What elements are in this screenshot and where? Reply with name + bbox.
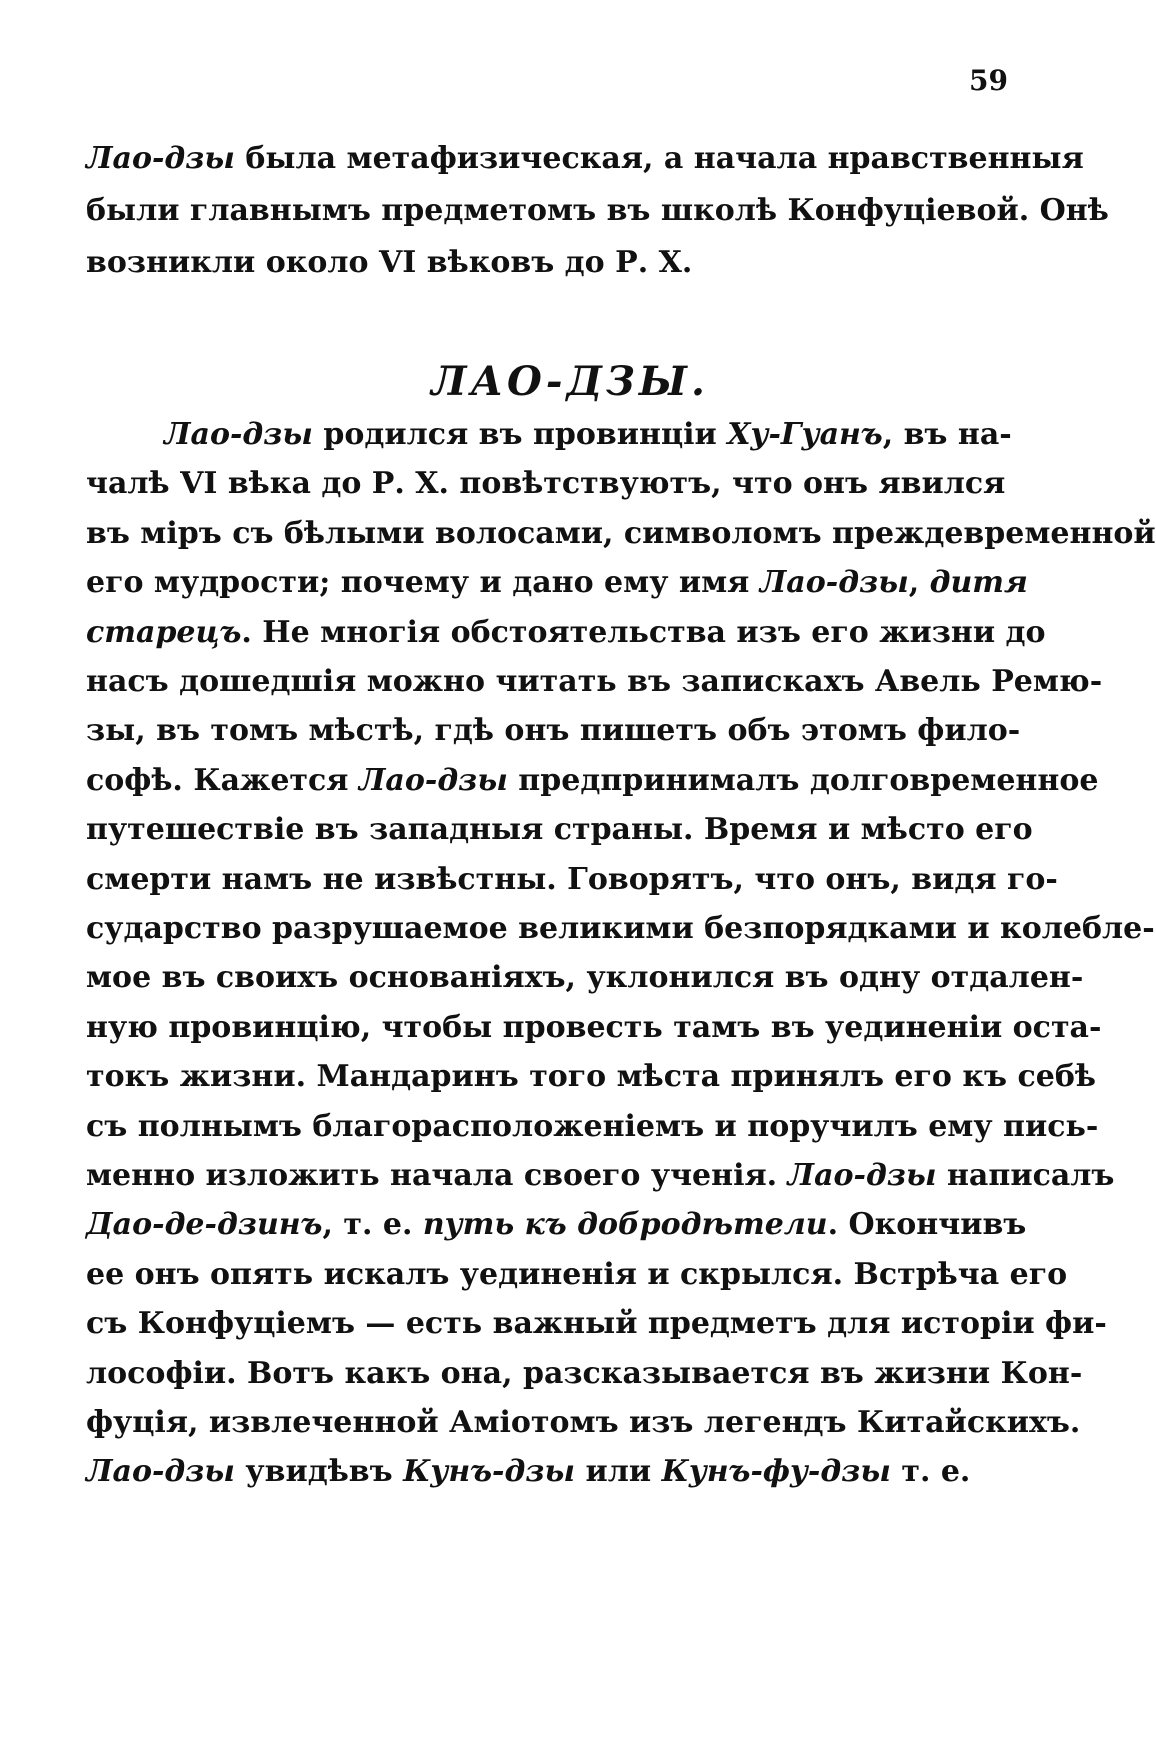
italic-term: дитя	[929, 565, 1028, 600]
text-line	[86, 805, 1033, 855]
line-text: съ полнымъ благорасположеніемъ и поручилъ ему пись-	[86, 1109, 1099, 1144]
text-line	[86, 1299, 1107, 1349]
line-text: зы, въ томъ мѣстѣ, гдѣ онъ пишетъ объ этомъ фило-	[86, 713, 1021, 748]
line-text: или	[575, 1454, 662, 1489]
line-text: были главнымъ предметомъ въ школѣ Конфуціевой. Онѣ	[86, 193, 1109, 228]
italic-term: Кунъ-дзы	[403, 1454, 576, 1489]
line-text: съ Конфуціемъ — есть важный предметъ для исторіи фи-	[86, 1306, 1107, 1341]
line-text: увидѣвъ	[234, 1454, 404, 1489]
text-line	[86, 1349, 1083, 1399]
line-text: возникли около VI вѣковъ до Р. Х.	[86, 245, 693, 280]
text-line	[86, 238, 998, 288]
italic-term: Лао-дзы	[787, 1158, 937, 1193]
text-line	[86, 657, 1103, 707]
line-text: ную провинцію, чтобы провесть тамъ въ уединеніи оста-	[86, 1010, 1102, 1045]
line-text: ,	[908, 565, 930, 600]
line-text: родился въ провинціи	[312, 417, 728, 452]
text-line	[86, 608, 1046, 658]
line-text: фуція, извлеченной Аміотомъ изъ легендъ Китайскихъ.	[86, 1405, 1081, 1440]
text-line	[86, 756, 1099, 806]
line-text: насъ дошедшія можно читать въ запискахъ Авель Ремю-	[86, 664, 1103, 699]
italic-term: Ху-Гуанъ	[727, 417, 883, 452]
section-heading: ЛАО-ДЗЫ.	[431, 358, 709, 405]
italic-name: Лао-дзы	[86, 141, 235, 176]
line-text: . Не многія обстоятельства изъ его жизни до	[241, 615, 1046, 650]
italic-term: путь къ добродѣтели	[422, 1207, 828, 1242]
line-text: токъ жизни. Мандаринъ того мѣста принялъ его къ себѣ	[86, 1059, 1096, 1094]
page-number: 59	[969, 64, 1008, 97]
text-line	[86, 1102, 1099, 1152]
text-line	[86, 186, 1109, 236]
line-text: . Окончивъ	[827, 1207, 1027, 1242]
line-text: , въ на-	[882, 417, 1012, 452]
text-line	[86, 134, 1084, 184]
line-text: софѣ. Кажется	[86, 763, 359, 798]
text-line	[86, 1250, 1068, 1300]
italic-term: Дао-де-дзинъ	[86, 1207, 323, 1242]
text-line	[86, 855, 1058, 905]
text-line	[86, 904, 1155, 954]
line-text: мое въ своихъ основаніяхъ, уклонился въ одну отдален-	[86, 960, 1084, 995]
line-text: чалѣ VI вѣка до Р. Х. повѣтствуютъ, что онъ явился	[86, 466, 1006, 501]
italic-term: Лао-дзы	[86, 1454, 235, 1489]
italic-term: Кунъ-фу-дзы	[661, 1454, 891, 1489]
italic-term: Лао-дзы	[164, 417, 313, 452]
italic-term: старецъ	[86, 615, 242, 650]
line-text: была метафизическая, а начала нравственныя	[234, 141, 1084, 176]
line-text: т. е.	[890, 1454, 971, 1489]
text-line	[86, 459, 1006, 509]
line-text: въ міръ съ бѣлыми волосами, символомъ преждевременной	[86, 516, 1156, 551]
line-text: его мудрости; почему и дано ему имя	[86, 565, 760, 600]
line-text: , т. е.	[322, 1207, 423, 1242]
text-line	[86, 558, 1028, 608]
text-line	[86, 1003, 1102, 1053]
italic-term: Лао-дзы	[358, 763, 508, 798]
text-line	[86, 410, 1012, 460]
line-text: путешествіе въ западныя страны. Время и мѣсто его	[86, 812, 1033, 847]
line-text: смерти намъ не извѣстны. Говорятъ, что онъ, видя го-	[86, 862, 1058, 897]
text-line	[86, 1052, 1096, 1102]
line-text: сударство разрушаемое великими безпорядками и колебле-	[86, 911, 1155, 946]
text-line	[86, 509, 1156, 559]
text-line	[86, 1200, 1027, 1250]
italic-term: Лао-дзы	[759, 565, 909, 600]
line-text: написалъ	[936, 1158, 1115, 1193]
line-text: ее онъ опять искалъ уединенія и скрылся. Встрѣча его	[86, 1257, 1068, 1292]
text-line	[86, 1447, 998, 1497]
text-line	[86, 706, 1021, 756]
text-line	[86, 1151, 1115, 1201]
text-line	[86, 1398, 1081, 1448]
line-text: менно изложить начала своего ученія.	[86, 1158, 788, 1193]
line-text: предпринималъ долговременное	[507, 763, 1099, 798]
text-line	[86, 953, 1084, 1003]
line-text: лософіи. Вотъ какъ она, разсказывается въ жизни Кон-	[86, 1356, 1083, 1391]
